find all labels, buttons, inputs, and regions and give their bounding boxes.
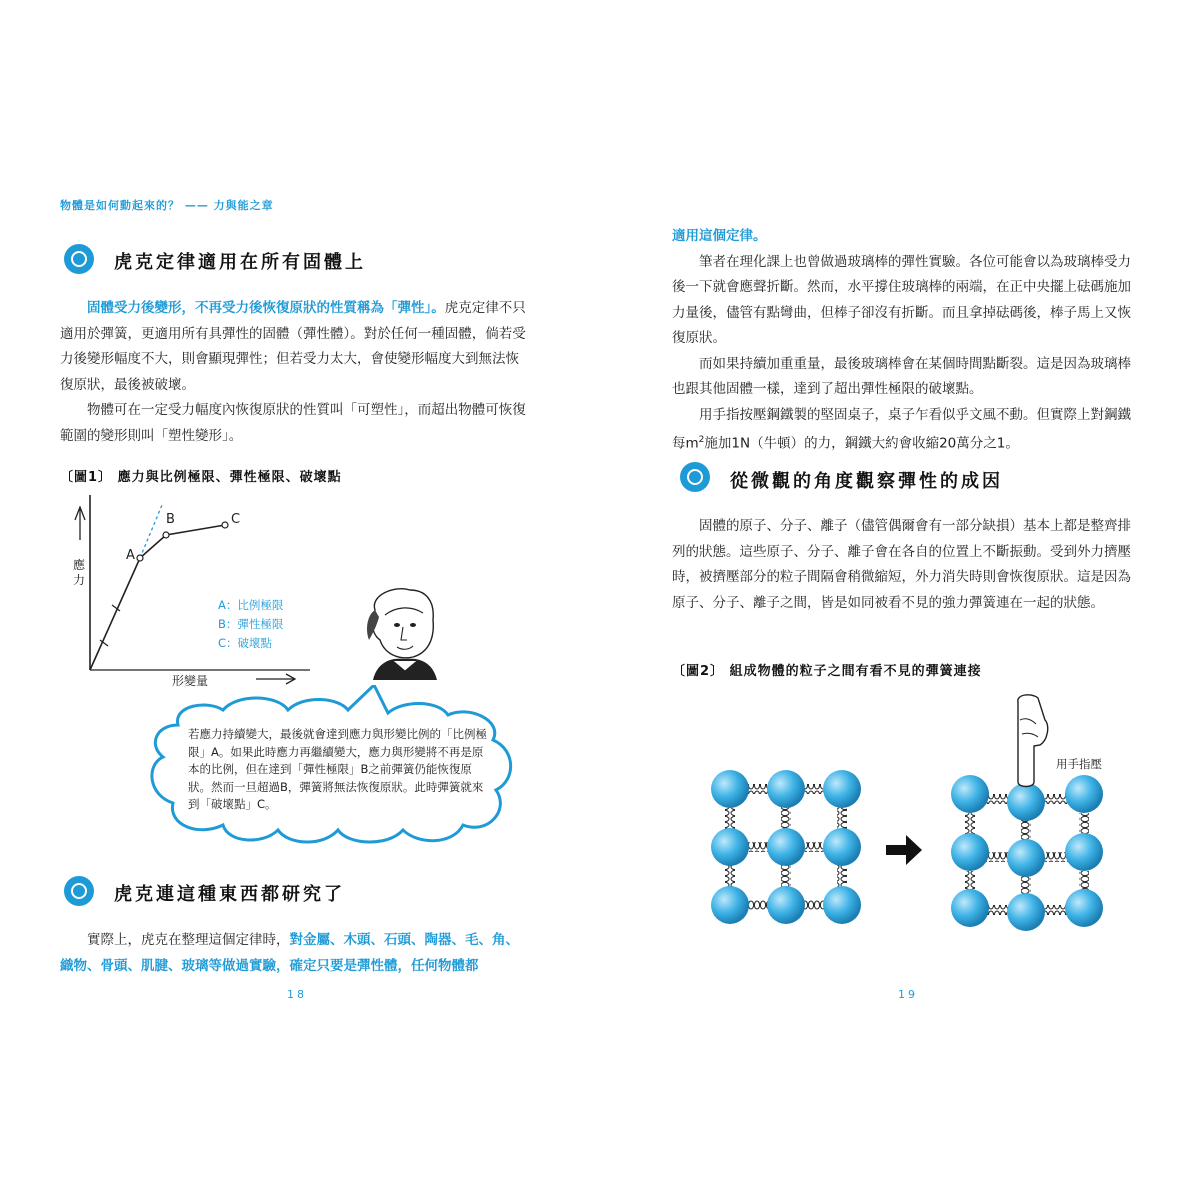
pressing-finger-icon: [1018, 695, 1048, 787]
y-axis-label: 應力: [73, 558, 86, 587]
section1-body: [60, 296, 530, 449]
press-label: 用手指壓: [1056, 757, 1102, 771]
section2-body: [60, 928, 530, 979]
figure2-caption: 〔圖2〕 組成物體的粒子之間有看不見的彈簧連接: [672, 664, 982, 679]
bubble-explanation: 若應力持續變大，最後就會達到應力與形變比例的「比例極限」A。如果此時應力再繼續變大，應力與形變將不再是原本的比例，但在達到「彈性極限」B之前彈簧仍能恢復原狀。然而一旦超過B，彈簧將無法恢復原狀。此時彈簧就來到「破壞點」C。: [188, 727, 487, 811]
glass-rod-break-para: 而如果持續加重重量，最後玻璃棒會在某個時間點斷裂。這是因為玻璃棒也跟其他固體一樣，達到了超出彈性極限的破壞點。: [672, 355, 1131, 397]
particle-spring-diagram: [700, 690, 1140, 940]
right-lattice-particles: [951, 775, 1103, 931]
stress-strain-curve: [90, 525, 225, 670]
section-bullet-icon: [64, 876, 94, 906]
left-lattice-particles: [711, 770, 861, 924]
section-bullet-icon: [680, 462, 710, 492]
right-top-body: [672, 224, 1142, 457]
page-number-right: 19: [898, 988, 918, 1001]
point-b-label: B: [166, 512, 175, 527]
section-title-hooke-all-solids: 虎克定律適用在所有固體上: [114, 252, 366, 273]
continued-highlight: 適用這個定律。: [672, 228, 767, 244]
legend-item-c: C：破壞點: [218, 636, 273, 650]
section2-para1: 實際上，虎克在整理這個定律時，: [87, 932, 290, 948]
section1-para1: 虎克定律不只適用於彈簧，更適用所有具彈性的固體（彈性體）。對於任何一種固體，倘若受力後變形幅度不大，則會顯現彈性；但若受力太大，會使變形幅度大到無法恢復原狀，最後被破壞。: [60, 300, 526, 393]
page-number-left: 18: [287, 988, 307, 1001]
elasticity-definition: 固體受力後變形，不再受力後恢復原狀的性質稱為「彈性」。: [87, 300, 445, 316]
point-a: [137, 555, 143, 561]
legend-item-b: B：彈性極限: [218, 617, 284, 631]
point-c: [222, 522, 228, 528]
point-a-label: A: [126, 548, 135, 563]
figure1-legend: [218, 596, 283, 653]
running-header: 物體是如何動起來的？ —— 力與能之章: [60, 199, 274, 212]
section3-body: [672, 514, 1142, 616]
materials-list: 對金屬、木頭、石頭、陶器、毛、角、織物、骨頭、肌腱、玻璃等做過實驗，確定只要是彈性體，任何物體都: [60, 932, 519, 974]
legend-item-a: A：比例極限: [218, 598, 284, 612]
section-title-hooke-research: 虎克連這種東西都研究了: [114, 884, 345, 905]
hooke-portrait-illustration: [355, 585, 445, 685]
figure1-caption: 〔圖1〕 應力與比例極限、彈性極限、破壞點: [60, 470, 342, 485]
glass-rod-para: 筆者在理化課上也曾做過玻璃棒的彈性實驗。各位可能會以為玻璃棒受力後一下就會應聲折斷。然而，水平撐住玻璃棒的兩端，在正中央擺上砝碼施加力量後，儘管有點彎曲，但棒子卻沒有折斷。而且拿掉砝碼後，棒子馬上又恢復原狀。: [672, 253, 1131, 346]
section-title-microscopic: 從微觀的角度觀察彈性的成因: [730, 471, 1003, 492]
x-axis-label: 形變量: [172, 674, 209, 688]
section1-para2: 物體可在一定受力幅度內恢復原狀的性質叫「可塑性」，而超出物體可恢復範圍的變形則叫「塑性變形」。: [60, 402, 526, 444]
point-c-label: C: [231, 512, 241, 527]
section-bullet-icon: [64, 244, 94, 274]
section3-para1: 固體的原子、分子、離子（儘管偶爾會有一部分缺損）基本上都是整齊排列的狀態。這些原子、分子、離子會在各自的位置上不斷振動。受到外力擠壓時，被擠壓部分的粒子間隔會稍微縮短，外力消失時則會恢復原狀。這是因為原子、分子、離子之間，皆是如同被看不見的強力彈簧連在一起的狀態。: [672, 518, 1131, 611]
stress-strain-diagram: [60, 495, 320, 695]
point-b: [163, 532, 169, 538]
steel-desk-para: 用手指按壓鋼鐵製的堅固桌子，桌子乍看似乎文風不動。但實際上對鋼鐵每$m^2$施加1N（牛頓）的力，鋼鐵大約會收縮20萬分之1。: [672, 406, 1131, 452]
proportional-extension: [140, 505, 162, 558]
transition-arrow-icon: [886, 835, 922, 865]
